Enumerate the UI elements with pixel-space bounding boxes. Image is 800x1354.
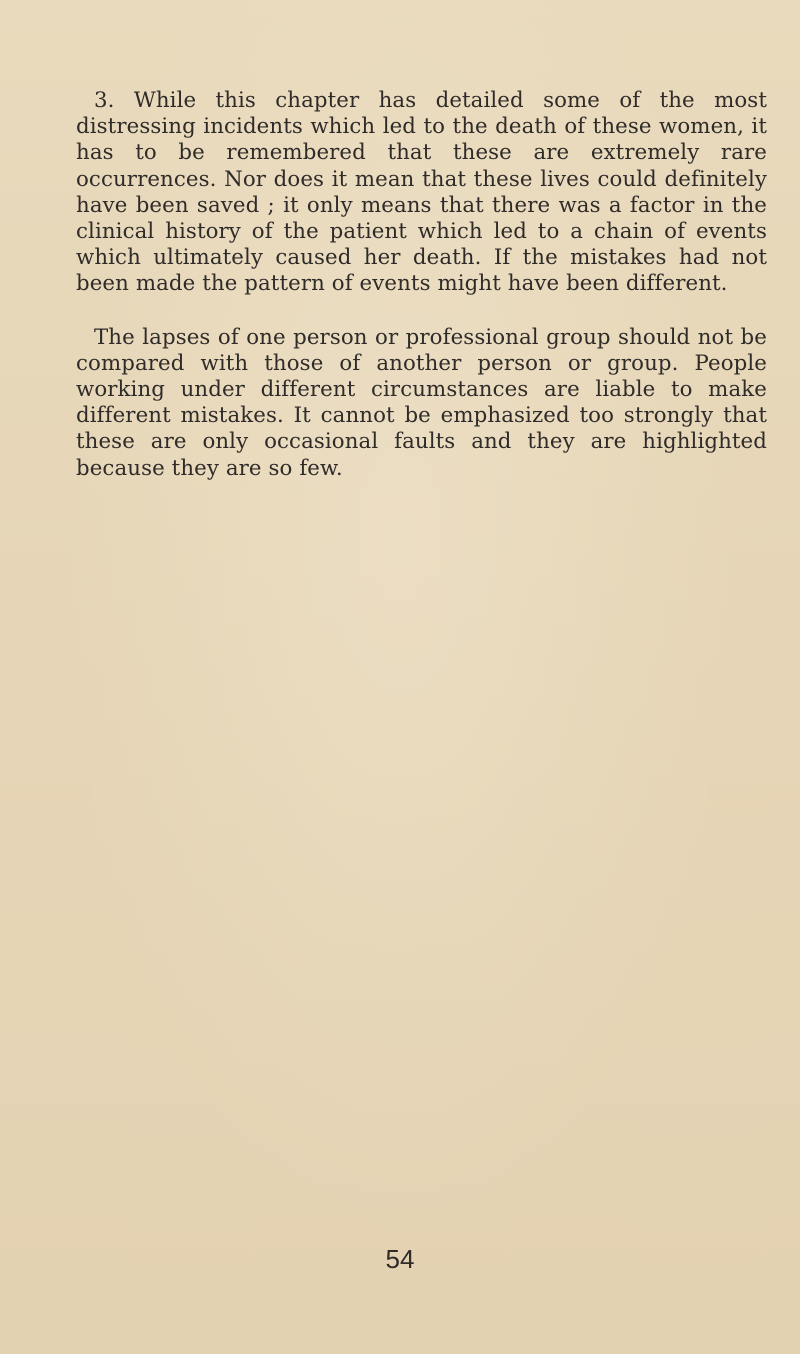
paragraph-3: 3. While this chapter has detailed some of the most distressing incidents which led to the death of these women, it has to be remembered that these are extremely rare occurrences. Nor does it mean that these lives could definitely have been saved ; it only means that there was a factor in the clinical history of the patient which led to a chain of events which ultimately caused her death. If the mistakes had not been made the pattern of events might have been different.: [76, 88, 767, 297]
paragraph-lapses: The lapses of one person or professional group should not be compared with those of another person or group. People working under different circumstances are liable to make different mistakes. It cannot be emphasized too strongly that these are only occasional faults and they are highlighted because they are so few.: [76, 324, 767, 481]
body-text: [76, 88, 767, 482]
page-number: 54: [385, 1244, 415, 1274]
